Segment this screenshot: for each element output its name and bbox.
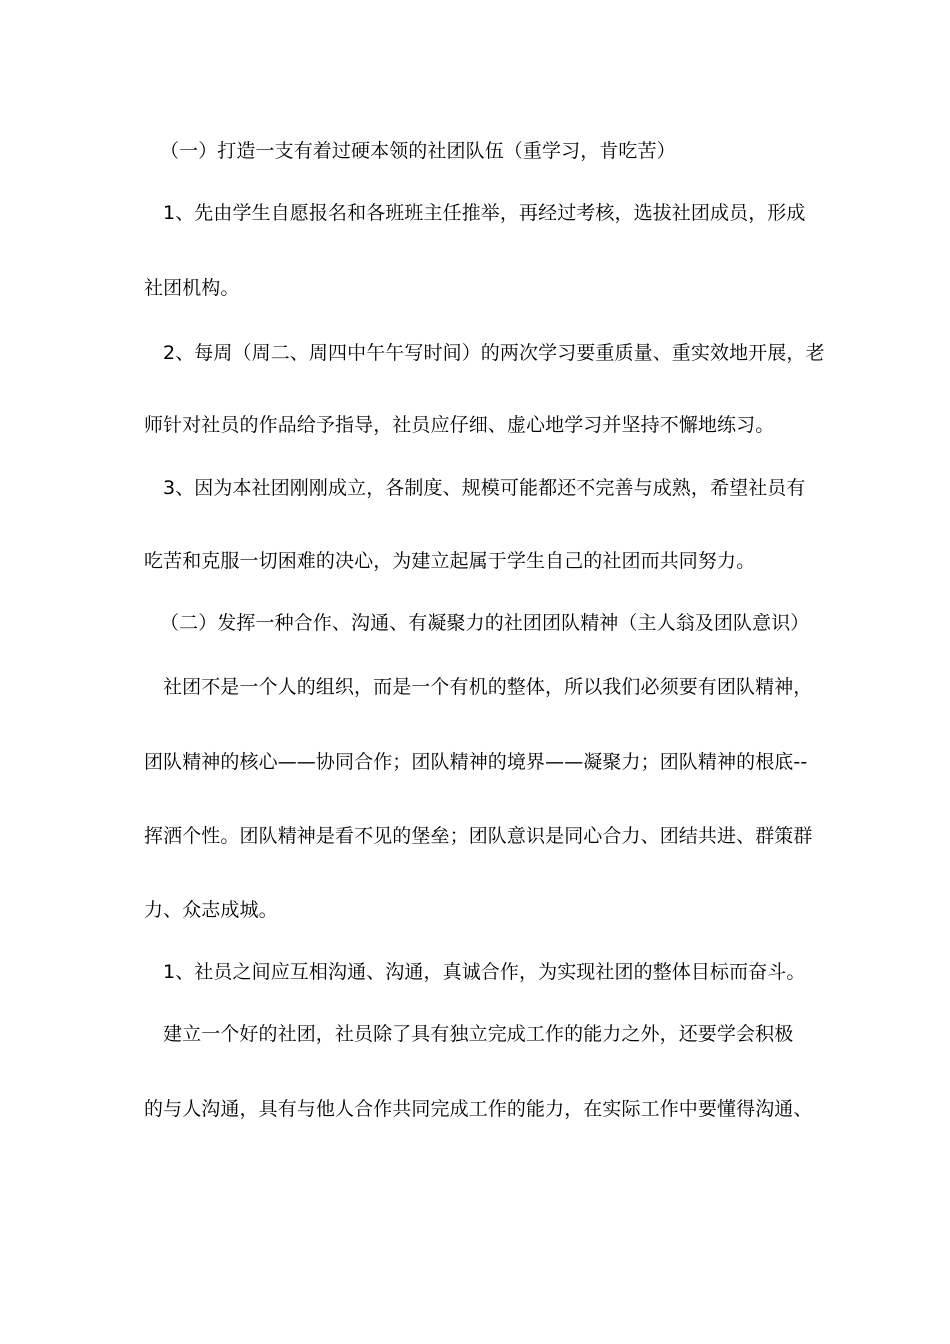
paragraph-line: 师针对社员的作品给予指导，社员应仔细、虚心地学习并坚持不懈地练习。 xyxy=(144,414,775,436)
paragraph-line: 2、每周（周二、周四中午午写时间）的两次学习要重质量、重实效地开展，老 xyxy=(163,342,825,364)
paragraph-line: 力、众志成城。 xyxy=(144,899,278,921)
paragraph-line: 挥洒个性。团队精神是看不见的堡垒；团队意识是同心合力、团结共进、群策群 xyxy=(144,825,813,847)
paragraph-line: 3、因为本社团刚刚成立，各制度、规模可能都还不完善与成熟，希望社员有 xyxy=(163,477,806,499)
paragraph-line: 社团机构。 xyxy=(144,277,240,299)
paragraph-line: 社团不是一个人的组织，而是一个有机的整体，所以我们必须要有团队精神， xyxy=(163,676,813,698)
paragraph-line: 的与人沟通，具有与他人合作共同完成工作的能力，在实际工作中要懂得沟通、 xyxy=(144,1098,813,1120)
paragraph-line: 建立一个好的社团，社员除了具有独立完成工作的能力之外，还要学会积极 xyxy=(163,1023,794,1045)
paragraph-line: 1、先由学生自愿报名和各班班主任推举，再经过考核，选拔社团成员，形成 xyxy=(163,202,806,224)
paragraph-line: 团队精神的核心——协同合作；团队精神的境界——凝聚力；团队精神的根底-- xyxy=(144,751,808,773)
heading-2: （二）发挥一种合作、沟通、有凝聚力的社团团队精神（主人翁及团队意识） xyxy=(160,612,810,634)
paragraph-line: 吃苦和克服一切困难的决心，为建立起属于学生自己的社团而共同努力。 xyxy=(144,550,756,572)
heading-1: （一）打造一支有着过硬本领的社团队伍（重学习，肯吃苦） xyxy=(160,140,676,162)
paragraph-line: 1、社员之间应互相沟通、沟通，真诚合作，为实现社团的整体目标而奋斗。 xyxy=(163,961,806,983)
